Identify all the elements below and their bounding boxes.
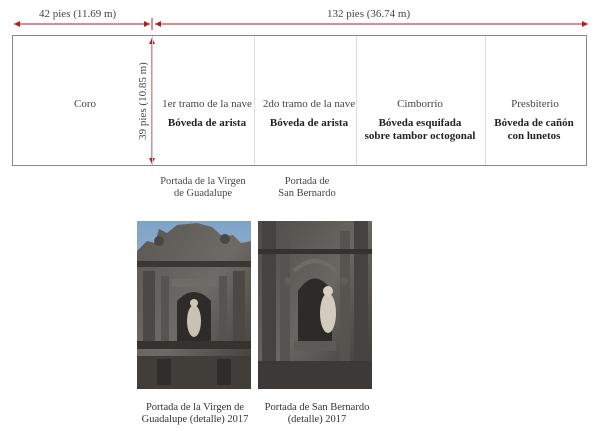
section-coro-name: Coro (74, 98, 96, 110)
caption-sanbernardo-line1: Portada de San Bernardo (264, 402, 370, 413)
portal-guadalupe-line1: Portada de la Virgen (160, 176, 246, 187)
height-label: 39 pies (10.85 m) (137, 62, 149, 140)
photo-guadalupe (137, 221, 251, 389)
width-right-label: 132 pies (36.74 m) (324, 8, 413, 20)
section-cimborrio-name: Cimborrio (397, 98, 443, 110)
caption-sanbernardo-line2: (detalle) 2017 (287, 414, 347, 425)
divider-4 (485, 36, 486, 165)
section-tramo1-vault: Bóveda de arista (167, 117, 247, 129)
portal-sanbernardo-line2: San Bernardo (278, 188, 336, 199)
section-presbiterio-name: Presbiterio (511, 98, 559, 110)
portal-guadalupe-line2: de Guadalupe (173, 188, 233, 199)
width-left-label: 42 pies (11.69 m) (36, 8, 119, 20)
section-presbiterio-vault-1: Bóveda de cañón (494, 117, 574, 129)
section-presbiterio-vault-2: con lunetos (507, 130, 561, 142)
section-tramo1-name: 1er tramo de la nave (162, 98, 252, 110)
caption-guadalupe-line2: Guadalupe (detalle) 2017 (141, 414, 249, 425)
caption-guadalupe-line1: Portada de la Virgen de (145, 402, 245, 413)
photo-sanbernardo-image (258, 221, 372, 389)
photo-sanbernardo (258, 221, 372, 389)
section-tramo2-name: 2do tramo de la nave (262, 98, 356, 110)
section-cimborrio-vault-2: sobre tambor octogonal (364, 130, 476, 142)
section-tramo2-vault: Bóveda de arista (269, 117, 349, 129)
portal-sanbernardo-line1: Portada de (284, 176, 330, 187)
photo-guadalupe-image (137, 221, 251, 389)
section-cimborrio-vault-1: Bóveda esquifada (378, 117, 462, 129)
